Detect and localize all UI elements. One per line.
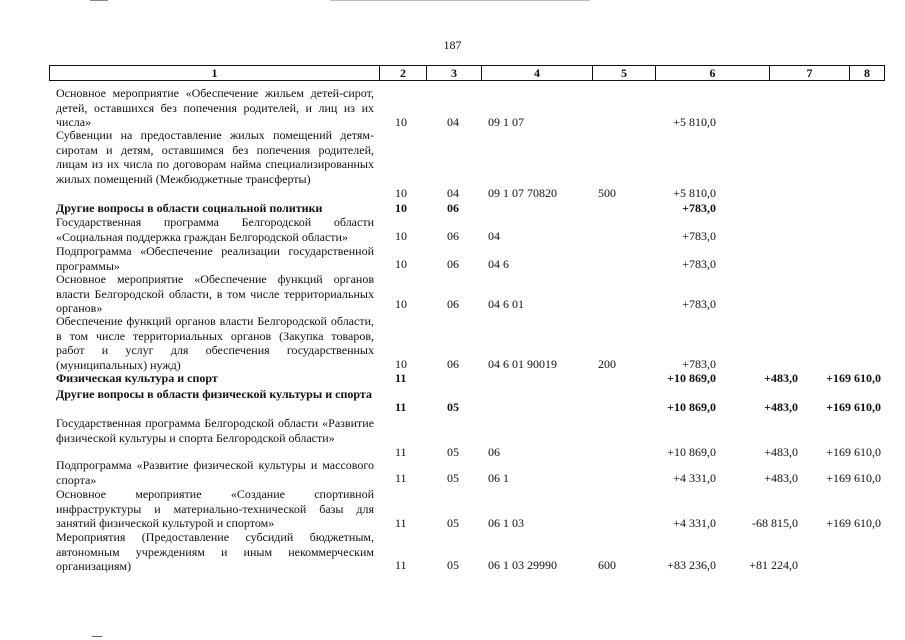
cell-amount-3: +169 610,0 (826, 445, 881, 460)
table-row (0, 416, 905, 460)
table-row (0, 530, 905, 573)
header-col-6: 6 (655, 66, 769, 80)
table-row (0, 387, 905, 415)
cell-section: 10 (395, 201, 407, 216)
cell-subsection: 06 (447, 357, 459, 372)
row-description: Государственная программа Белгородской области «Социальная поддержка граждан Белгородской области» (56, 215, 374, 244)
scan-artifact (330, 0, 590, 1)
row-description: Обеспечение функций органов власти Белгородской области, в том числе территориальных органов (Закупка товаров, работ и услуг для обеспечения государственных (муниципальных) нужд) (56, 314, 374, 372)
cell-expense-type: 200 (598, 357, 616, 372)
cell-subsection: 05 (447, 471, 459, 486)
cell-amount-1: +4 331,0 (673, 471, 716, 486)
table-row (0, 244, 905, 272)
table-row (0, 272, 905, 316)
cell-section: 10 (395, 357, 407, 372)
cell-amount-1: +5 810,0 (673, 115, 716, 130)
row-description: Физическая культура и спорт (56, 371, 218, 385)
cell-target-code: 04 6 01 90019 (488, 357, 557, 372)
header-col-5: 5 (592, 66, 655, 80)
table-row (0, 86, 905, 130)
cell-amount-1: +5 810,0 (673, 186, 716, 201)
page-number: 187 (443, 38, 462, 52)
table-row (0, 487, 905, 531)
row-description: Субвенции на предоставление жилых помещений детям-сиротам и детям, оставшимся без попечения родителей, лицам из их числа по договорам найма специализированных жилых помещений (Межбюджетные трансферты) (56, 128, 374, 186)
table-header (49, 65, 885, 81)
cell-subsection: 06 (447, 257, 459, 272)
header-col-8: 8 (849, 66, 884, 80)
cell-target-code: 09 1 07 70820 (488, 186, 557, 201)
header-col-2: 2 (379, 66, 426, 80)
cell-amount-2: +81 224,0 (749, 558, 798, 573)
header-col-1: 1 (211, 66, 218, 80)
cell-section: 11 (395, 558, 407, 573)
cell-section: 10 (395, 257, 407, 272)
table-row (0, 201, 905, 216)
cell-amount-1: +783,0 (682, 257, 716, 272)
cell-subsection: 05 (447, 445, 459, 460)
cell-subsection: 04 (447, 115, 459, 130)
cell-subsection: 05 (447, 400, 459, 415)
scan-artifact (90, 0, 108, 1)
row-description: Другие вопросы в области социальной политики (56, 201, 323, 215)
cell-section: 11 (395, 371, 407, 386)
cell-subsection: 04 (447, 186, 459, 201)
cell-subsection: 05 (447, 516, 459, 531)
cell-target-code: 04 6 (488, 257, 509, 272)
row-description: Основное мероприятие «Создание спортивной инфраструктуры и материально-технической базы для занятий физической культурой и спортом» (56, 487, 374, 531)
cell-amount-1: +783,0 (682, 297, 716, 312)
cell-section: 10 (395, 229, 407, 244)
row-description: Основное мероприятие «Обеспечение функций органов власти Белгородской области, в том числе территориальных органов» (56, 272, 374, 316)
cell-amount-1: +783,0 (682, 357, 716, 372)
cell-section: 11 (395, 516, 407, 531)
table-row (0, 128, 905, 201)
cell-amount-1: +4 331,0 (673, 516, 716, 531)
cell-expense-type: 500 (598, 186, 616, 201)
cell-amount-1: +83 236,0 (667, 558, 716, 573)
cell-target-code: 06 1 03 (488, 516, 524, 531)
cell-amount-3: +169 610,0 (826, 371, 881, 386)
cell-amount-1: +10 869,0 (667, 445, 716, 460)
cell-amount-2: +483,0 (764, 400, 798, 415)
cell-section: 10 (395, 186, 407, 201)
row-description: Другие вопросы в области физической культуры и спорта (56, 387, 372, 401)
cell-amount-3: +169 610,0 (826, 471, 881, 486)
cell-subsection: 06 (447, 229, 459, 244)
cell-section: 11 (395, 445, 407, 460)
row-description: Мероприятия (Предоставление субсидий бюджетным, автономным учреждениям и иным некоммерческим организациям) (56, 530, 374, 574)
cell-amount-2: +483,0 (764, 471, 798, 486)
cell-amount-1: +783,0 (682, 201, 716, 216)
row-description: Основное мероприятие «Обеспечение жильем детей-сирот, детей, оставшихся без попечения родителей, и лиц из их числа» (56, 86, 374, 130)
cell-target-code: 09 1 07 (488, 115, 524, 130)
cell-target-code: 06 1 (488, 471, 509, 486)
cell-section: 10 (395, 115, 407, 130)
cell-amount-2: +483,0 (764, 445, 798, 460)
header-col-7: 7 (769, 66, 849, 80)
cell-target-code: 04 (488, 229, 500, 244)
table-row (0, 215, 905, 244)
cell-target-code: 06 (488, 445, 500, 460)
header-col-3: 3 (426, 66, 481, 80)
table-row (0, 458, 905, 486)
cell-amount-3: +169 610,0 (826, 516, 881, 531)
scan-artifact (92, 636, 102, 637)
cell-amount-1: +783,0 (682, 229, 716, 244)
cell-amount-2: +483,0 (764, 371, 798, 386)
cell-target-code: 06 1 03 29990 (488, 558, 557, 573)
row-description: Государственная программа Белгородской области «Развитие физической культуры и спорта Белгородской области» (56, 416, 374, 445)
cell-section: 11 (395, 400, 407, 415)
cell-section: 10 (395, 297, 407, 312)
row-description: Подпрограмма «Обеспечение реализации государственной программы» (56, 244, 374, 273)
cell-expense-type: 600 (598, 558, 616, 573)
cell-amount-1: +10 869,0 (667, 371, 716, 386)
row-description: Подпрограмма «Развитие физической культуры и массового спорта» (56, 458, 374, 487)
cell-target-code: 04 6 01 (488, 297, 524, 312)
header-col-4: 4 (481, 66, 592, 80)
cell-amount-1: +10 869,0 (667, 400, 716, 415)
table-row (0, 371, 905, 386)
cell-subsection: 05 (447, 558, 459, 573)
cell-amount-3: +169 610,0 (826, 400, 881, 415)
cell-amount-2: -68 815,0 (752, 516, 798, 531)
cell-subsection: 06 (447, 297, 459, 312)
table-row (0, 314, 905, 372)
cell-subsection: 06 (447, 201, 459, 216)
cell-section: 11 (395, 471, 407, 486)
